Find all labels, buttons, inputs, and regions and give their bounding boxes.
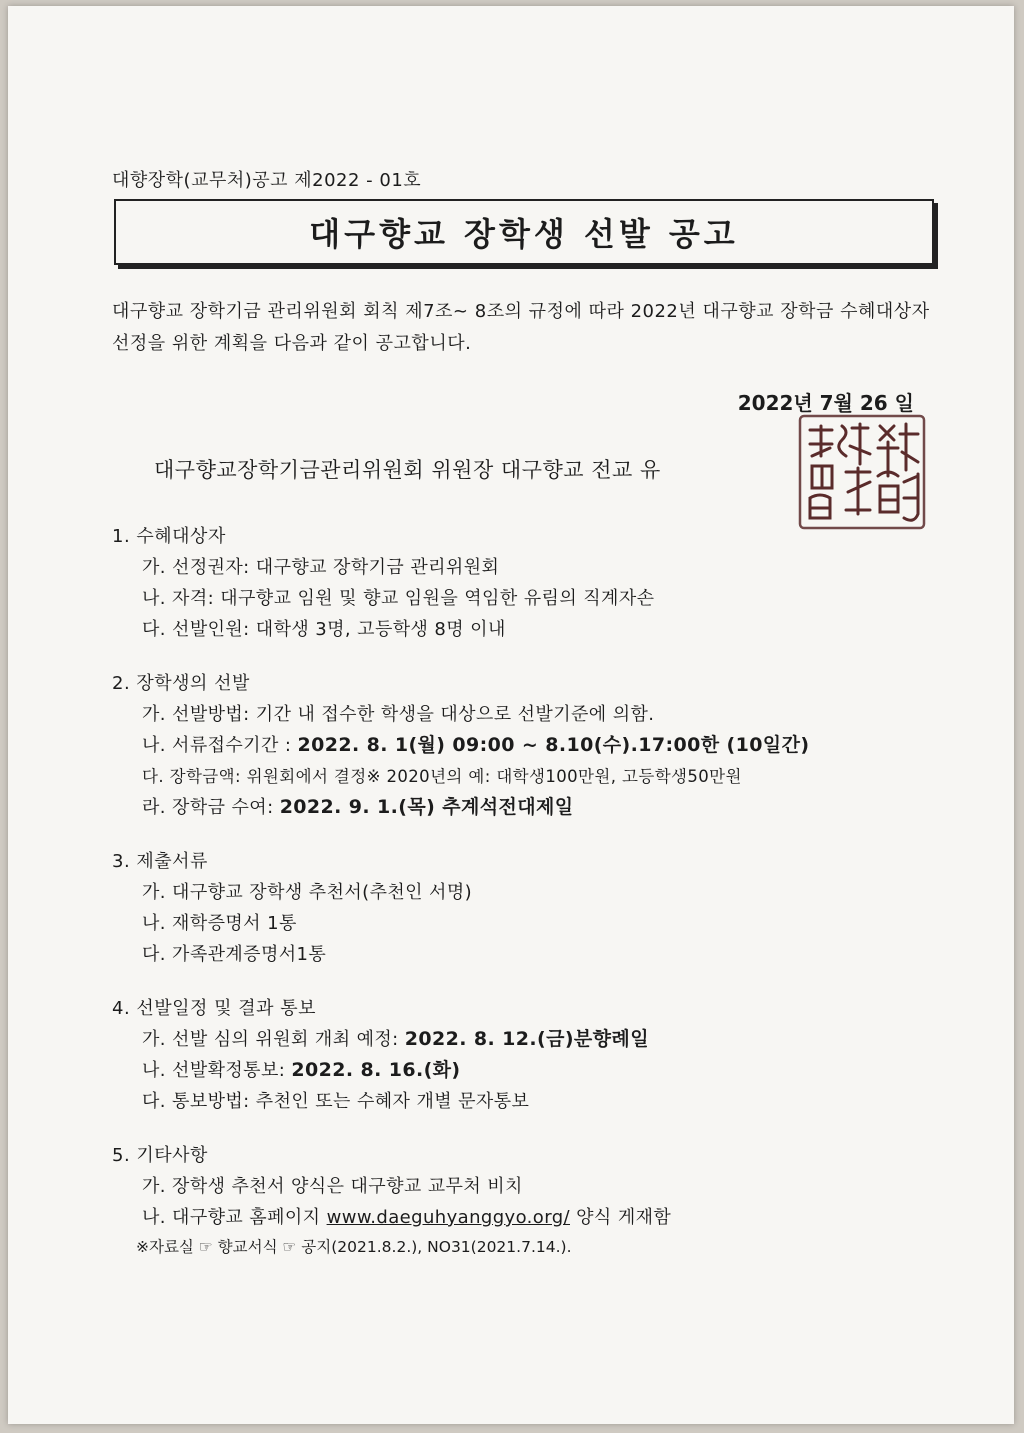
footnote: ※자료실 ☞ 향교서식 ☞ 공지(2021.8.2.), NO31(2021.7.14.). (136, 1238, 572, 1256)
section-documents (112, 847, 942, 970)
list-item: 라. 장학금 수여: 2022. 9. 1.(목) 추계석전대제일 (142, 796, 574, 818)
list-item: 가. 장학생 추천서 양식은 대구향교 교무처 비치 (142, 1176, 523, 1197)
list-item: 나. 재학증명서 1통 (142, 913, 297, 934)
list-item: 가. 선정권자: 대구향교 장학기금 관리위원회 (142, 557, 500, 578)
document-title: 대구향교 장학생 선발 공고 (309, 215, 739, 253)
list-item: 다. 선발인원: 대학생 3명, 고등학생 8명 이내 (142, 619, 506, 640)
document-page (8, 6, 1014, 1424)
section-recipients (112, 522, 942, 645)
section-heading: 5. 기타사항 (112, 1145, 208, 1166)
homepage-link[interactable]: www.daeguhyanggyo.org/ (326, 1207, 570, 1228)
title-box (114, 199, 934, 265)
list-item: 다. 장학금액: 위원회에서 결정※ 2020년의 예: 대학생100만원, 고등학생50만원 (142, 767, 742, 786)
list-item: 나. 자격: 대구향교 임원 및 향교 임원을 역임한 유림의 직계자손 (142, 588, 655, 609)
notice-date: 2022년 7월 26 일 (737, 391, 914, 415)
section-heading: 1. 수혜대상자 (112, 526, 226, 547)
intro-paragraph: 대구향교 장학기금 관리위원회 회칙 제7조~ 8조의 규정에 따라 2022년 대구향교 장학금 수혜대상자 선정을 위한 계획을 다음과 같이 공고합니다. (112, 301, 930, 354)
list-item: 나. 서류접수기간 : 2022. 8. 1(월) 09:00 ~ 8.10(수).17:00한 (10일간) (142, 734, 810, 756)
section-heading: 2. 장학생의 선발 (112, 673, 250, 694)
list-item: 가. 선발 심의 위원회 개최 예정: 2022. 8. 12.(금)분향례일 (142, 1028, 649, 1050)
issuer-line: 대구향교장학기금관리위원회 위원장 대구향교 전교 유 (154, 458, 661, 482)
section-schedule (112, 994, 942, 1117)
section-heading: 4. 선발일정 및 결과 통보 (112, 998, 317, 1019)
list-item: 다. 가족관계증명서1통 (142, 944, 327, 965)
list-item: 가. 선발방법: 기간 내 접수한 학생을 대상으로 선발기준에 의함. (142, 704, 655, 725)
list-item: 다. 통보방법: 추천인 또는 수혜자 개별 문자통보 (142, 1091, 530, 1112)
sections-container (112, 522, 942, 1285)
section-selection (112, 669, 942, 823)
list-item: 나. 선발확정통보: 2022. 8. 16.(화) (142, 1059, 461, 1081)
section-heading: 3. 제출서류 (112, 851, 208, 872)
list-item: 가. 대구향교 장학생 추천서(추천인 서명) (142, 882, 473, 903)
notice-number: 대향장학(교무처)공고 제2022 - 01호 (112, 170, 422, 191)
list-item: 나. 대구향교 홈페이지 www.daeguhyanggyo.org/ 양식 게재함 (142, 1207, 672, 1228)
section-other (112, 1141, 942, 1261)
official-seal-stamp (794, 412, 930, 534)
